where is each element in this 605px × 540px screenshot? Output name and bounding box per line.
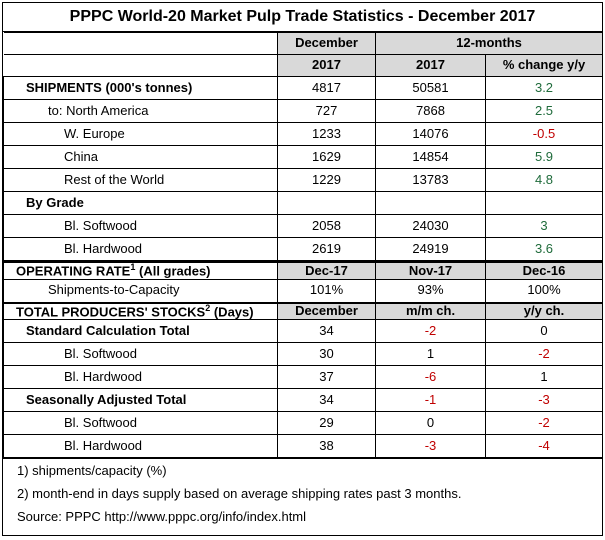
header-twelve-months: 12-months xyxy=(376,33,603,55)
title-table xyxy=(3,3,602,32)
cell-ytd xyxy=(376,192,486,215)
table-row xyxy=(4,100,603,123)
cell-dec: 2619 xyxy=(278,238,376,261)
table-row xyxy=(4,320,603,343)
table-row xyxy=(4,389,603,412)
stocks-header-row xyxy=(4,303,603,320)
stocks-col-2: m/m ch. xyxy=(376,303,486,320)
cell-nov17: 93% xyxy=(376,279,486,302)
pulp-statistics-sheet xyxy=(2,2,603,536)
cell-yy-change: -2 xyxy=(486,412,603,435)
cell-dec: 4817 xyxy=(278,77,376,100)
footnote-marker-1: 1 xyxy=(130,262,136,272)
cell-dec17: 101% xyxy=(278,279,376,302)
stocks-col-3: y/y ch. xyxy=(486,303,603,320)
header-blank-2 xyxy=(4,55,278,77)
cell-yy-change: 0 xyxy=(486,320,603,343)
cell-mm-change: -6 xyxy=(376,366,486,389)
operating-rate-label: OPERATING RATE$^1$ (All grades) xyxy=(4,262,278,279)
cell-dec: 2058 xyxy=(278,215,376,238)
cell-mm-change: 1 xyxy=(376,343,486,366)
cell-change: 3.2 xyxy=(486,77,603,100)
table-row xyxy=(4,279,603,302)
table-row xyxy=(4,192,603,215)
row-label-std-bl-softwood: Bl. Softwood xyxy=(4,343,278,366)
operating-rate-col-2: Nov-17 xyxy=(376,262,486,279)
header-year-dec: 2017 xyxy=(278,55,376,77)
table-row xyxy=(4,123,603,146)
note-row xyxy=(3,482,602,505)
cell-ytd: 24030 xyxy=(376,215,486,238)
cell-ytd: 14854 xyxy=(376,146,486,169)
stocks-label: TOTAL PRODUCERS' STOCKS$^2$ (Days) xyxy=(4,303,278,320)
table-row xyxy=(4,77,603,100)
cell-december: 29 xyxy=(278,412,376,435)
row-label-north-america: to: North America xyxy=(4,100,278,123)
cell-change: 2.5 xyxy=(486,100,603,123)
cell-ytd: 7868 xyxy=(376,100,486,123)
table-row xyxy=(4,169,603,192)
header-year-12m: 2017 xyxy=(376,55,486,77)
cell-change: 4.8 xyxy=(486,169,603,192)
row-label-std-bl-hardwood: Bl. Hardwood xyxy=(4,366,278,389)
cell-mm-change: -2 xyxy=(376,320,486,343)
note-row xyxy=(3,459,602,482)
cell-ytd: 50581 xyxy=(376,77,486,100)
footnote-2: 2) month-end in days supply based on average shipping rates past 3 months. xyxy=(17,485,462,501)
notes-table xyxy=(3,459,602,528)
cell-change: 3.6 xyxy=(486,238,603,261)
header-blank xyxy=(4,33,278,55)
page-title: PPPC World-20 Market Pulp Trade Statistics - December 2017 xyxy=(3,3,602,32)
cell-ytd: 14076 xyxy=(376,123,486,146)
operating-rate-col-1: Dec-17 xyxy=(278,262,376,279)
cell-dec: 727 xyxy=(278,100,376,123)
table-row xyxy=(4,146,603,169)
cell-yy-change: -2 xyxy=(486,343,603,366)
row-label-sa-bl-hardwood: Bl. Hardwood xyxy=(4,435,278,458)
cell-dec: 1229 xyxy=(278,169,376,192)
cell-yy-change: 1 xyxy=(486,366,603,389)
footnote-1: 1) shipments/capacity (%) xyxy=(17,462,167,478)
operating-rate-col-3: Dec-16 xyxy=(486,262,603,279)
cell-december: 37 xyxy=(278,366,376,389)
header-december: December xyxy=(278,33,376,55)
cell-dec: 1629 xyxy=(278,146,376,169)
table-row xyxy=(4,215,603,238)
header-row-2 xyxy=(4,55,603,77)
cell-ytd: 24919 xyxy=(376,238,486,261)
cell-change: 5.9 xyxy=(486,146,603,169)
cell-december: 34 xyxy=(278,320,376,343)
cell-dec16: 100% xyxy=(486,279,603,302)
table-row xyxy=(4,343,603,366)
note-row xyxy=(3,505,602,528)
row-label-rest-of-world: Rest of the World xyxy=(4,169,278,192)
row-label-by-grade: By Grade xyxy=(4,192,278,215)
row-label-standard-calculation-total: Standard Calculation Total xyxy=(4,320,278,343)
table-row xyxy=(4,412,603,435)
table-row xyxy=(4,435,603,458)
stocks-col-1: December xyxy=(278,303,376,320)
shipments-table xyxy=(3,32,603,261)
operating-rate-header-row xyxy=(4,262,603,279)
cell-dec xyxy=(278,192,376,215)
cell-mm-change: 0 xyxy=(376,412,486,435)
row-label-shipments: SHIPMENTS (000's tonnes) xyxy=(4,77,278,100)
cell-ytd: 13783 xyxy=(376,169,486,192)
cell-december: 38 xyxy=(278,435,376,458)
row-label-shipments-to-capacity: Shipments-to-Capacity xyxy=(4,279,278,302)
cell-change xyxy=(486,192,603,215)
row-label-w-europe: W. Europe xyxy=(4,123,278,146)
operating-rate-table xyxy=(3,261,603,303)
row-label-sa-bl-softwood: Bl. Softwood xyxy=(4,412,278,435)
source-line: Source: PPPC http://www.pppc.org/info/index.html xyxy=(17,508,307,524)
cell-december: 34 xyxy=(278,389,376,412)
cell-yy-change: -3 xyxy=(486,389,603,412)
row-label-bl-hardwood: Bl. Hardwood xyxy=(4,238,278,261)
cell-change: 3 xyxy=(486,215,603,238)
cell-yy-change: -4 xyxy=(486,435,603,458)
bottom-spacer xyxy=(3,528,602,535)
footnotes xyxy=(3,458,602,528)
footnote-marker-2: 2 xyxy=(205,303,211,313)
cell-december: 30 xyxy=(278,343,376,366)
row-label-seasonally-adjusted-total: Seasonally Adjusted Total xyxy=(4,389,278,412)
title-row xyxy=(3,3,602,32)
header-pct-change: % change y/y xyxy=(486,55,603,77)
cell-dec: 1233 xyxy=(278,123,376,146)
cell-change: -0.5 xyxy=(486,123,603,146)
table-row xyxy=(4,366,603,389)
stocks-table xyxy=(3,303,603,459)
table-row xyxy=(4,238,603,261)
cell-mm-change: -1 xyxy=(376,389,486,412)
row-label-china: China xyxy=(4,146,278,169)
header-row-1 xyxy=(4,33,603,55)
row-label-bl-softwood: Bl. Softwood xyxy=(4,215,278,238)
cell-mm-change: -3 xyxy=(376,435,486,458)
